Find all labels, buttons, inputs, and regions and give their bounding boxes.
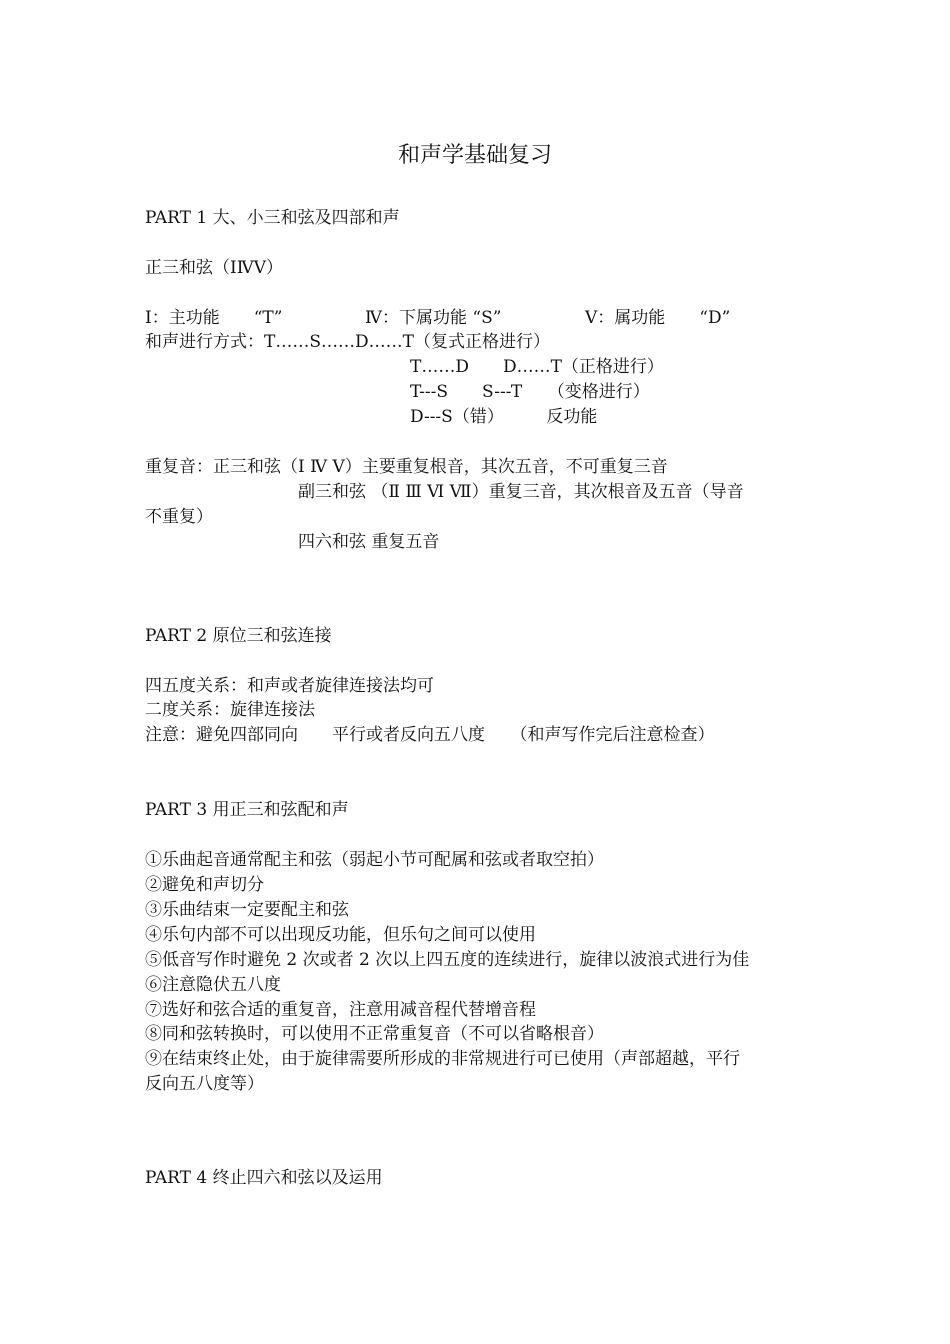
progression-line-2: T……D D……T（正格进行）	[410, 357, 664, 377]
progression-line-4: D---S（错） 反功能	[410, 407, 598, 427]
dominant-function: Ⅴ：属功能 “D”	[585, 308, 731, 328]
part3-item: ②避免和声切分	[145, 875, 264, 895]
doubling-line-4: 四六和弦 重复五音	[298, 532, 440, 552]
progression-label: 和声进行方式：T……S……D……T（复式正格进行）	[145, 332, 550, 352]
part3-item: ⑨在结束终止处，由于旋律需要所形成的非常规进行可已使用（声部超越，平行	[145, 1049, 740, 1069]
part4-heading: PART 4 终止四六和弦以及运用	[145, 1168, 383, 1188]
part3-item: ①乐曲起音通常配主和弦（弱起小节可配属和弦或者取空拍）	[145, 850, 604, 870]
doubling-line-1: 重复音：正三和弦（Ⅰ Ⅳ Ⅴ）主要重复根音，其次五音，不可重复三音	[145, 457, 668, 477]
subdominant-function: Ⅳ：下属功能 “S”	[365, 308, 502, 328]
part3-item: ⑧同和弦转换时，可以使用不正常重复音（不可以省略根音）	[145, 1024, 604, 1044]
part3-item: ⑤低音写作时避免 2 次或者 2 次以上四五度的连续进行，旋律以波浪式进行为佳	[145, 950, 750, 970]
doubling-line-3: 不重复）	[145, 507, 213, 527]
part3-item: ⑦选好和弦合适的重复音，注意用减音程代替增音程	[145, 1000, 536, 1020]
part3-heading: PART 3 用正三和弦配和声	[145, 800, 349, 820]
part1-heading: PART 1 大、小三和弦及四部和声	[145, 208, 400, 228]
part3-item: ⑥注意隐伏五八度	[145, 975, 281, 995]
part2-heading: PART 2 原位三和弦连接	[145, 626, 332, 646]
part3-item: ④乐句内部不可以出现反功能，但乐句之间可以使用	[145, 925, 536, 945]
part2-line-3: 注意：避免四部同向 平行或者反向五八度 （和声写作完后注意检查）	[145, 725, 715, 745]
part2-line-1: 四五度关系：和声或者旋律连接法均可	[145, 676, 434, 696]
part3-item: ③乐曲结束一定要配主和弦	[145, 900, 349, 920]
part2-line-2: 二度关系：旋律连接法	[145, 700, 315, 720]
part3-item: 反向五八度等）	[145, 1074, 264, 1094]
primary-triads-line: 正三和弦（ⅠⅣⅤ）	[145, 258, 283, 278]
progression-line-3: T---S S---T （变格进行）	[410, 382, 650, 402]
tonic-function: Ⅰ：主功能 “T”	[145, 308, 283, 328]
page-title: 和声学基础复习	[397, 143, 552, 168]
doubling-line-2: 副三和弦 （Ⅱ Ⅲ Ⅵ Ⅶ）重复三音，其次根音及五音（导音	[298, 482, 744, 502]
